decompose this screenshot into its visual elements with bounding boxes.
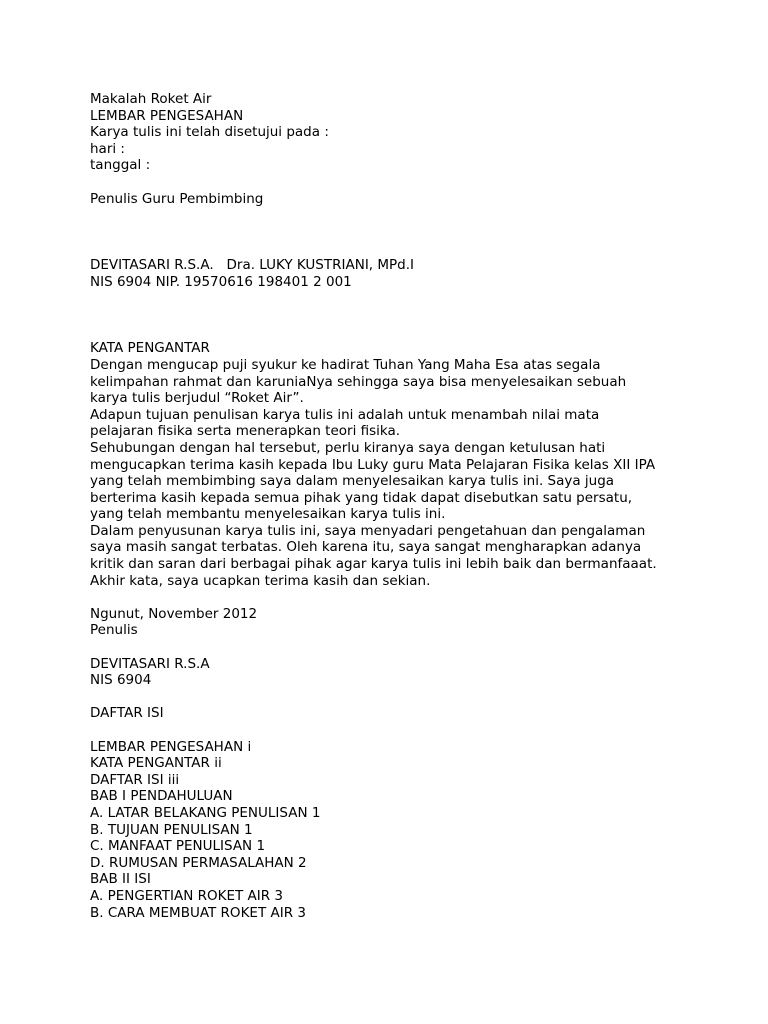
- document-title: Makalah Roket Air: [90, 91, 212, 107]
- toc-item: A. LATAR BELAKANG PENULISAN 1: [90, 804, 321, 821]
- signature-names: DEVITASARI R.S.A. Dra. LUKY KUSTRIANI, MPd.I: [90, 257, 415, 274]
- paragraph-line: Sehubungan dengan hal tersebut, perlu kiranya saya dengan ketulusan hati: [90, 439, 606, 456]
- document-page: [90, 91, 750, 921]
- toc-item: DAFTAR ISI iii: [90, 771, 180, 788]
- paragraph-line: Dalam penyusunan karya tulis ini, saya menyadari pengetahuan dan pengalaman: [90, 522, 646, 539]
- paragraph-line: kelimpahan rahmat dan karuniaNya sehingga saya bisa menyelesaikan sebuah: [90, 373, 627, 390]
- tanggal-field: tanggal :: [90, 157, 151, 174]
- toc-item: KATA PENGANTAR ii: [90, 755, 222, 772]
- section-heading-pengesahan: LEMBAR PENGESAHAN: [90, 107, 244, 124]
- toc-item: B. CARA MEMBUAT ROKET AIR 3: [90, 904, 306, 921]
- toc-item: C. MANFAAT PENULISAN 1: [90, 838, 266, 855]
- closing-name: DEVITASARI R.S.A: [90, 655, 210, 672]
- signature-roles: Penulis Guru Pembimbing: [90, 190, 264, 207]
- closing-nis: NIS 6904: [90, 672, 152, 689]
- hari-field: hari :: [90, 140, 125, 157]
- paragraph-line: Adapun tujuan penulisan karya tulis ini adalah untuk menambah nilai mata: [90, 406, 600, 423]
- toc-item: A. PENGERTIAN ROKET AIR 3: [90, 887, 283, 904]
- paragraph-line: saya masih sangat terbatas. Oleh karena itu, saya sangat mengharapkan adanya: [90, 539, 642, 556]
- paragraph-line: pelajaran fisika serta menerapkan teori fisika.: [90, 423, 401, 440]
- spacer: [90, 174, 750, 191]
- approval-text: Karya tulis ini telah disetujui pada :: [90, 124, 329, 141]
- signature-space: [90, 207, 750, 257]
- spacer: [90, 589, 750, 606]
- paragraph-line: kritik dan saran dari berbagai pihak agar karya tulis ini lebih baik dan bermanfaaat.: [90, 556, 657, 573]
- section-heading-kata-pengantar: KATA PENGANTAR: [90, 340, 210, 357]
- spacer: [90, 290, 750, 340]
- paragraph-line: Akhir kata, saya ucapkan terima kasih dan sekian.: [90, 572, 431, 589]
- toc-item: LEMBAR PENGESAHAN i: [90, 738, 252, 755]
- spacer: [90, 722, 750, 739]
- paragraph-line: berterima kasih kepada semua pihak yang tidak dapat disebutkan satu persatu,: [90, 489, 633, 506]
- paragraph-line: mengucapkan terima kasih kepada Ibu Luky guru Mata Pelajaran Fisika kelas XII IPA: [90, 456, 656, 473]
- closing-place-date: Ngunut, November 2012: [90, 605, 258, 622]
- paragraph-line: yang telah membantu menyelesaikan karya tulis ini.: [90, 506, 446, 523]
- toc-item: BAB I PENDAHULUAN: [90, 788, 233, 805]
- paragraph-line: Dengan mengucap puji syukur ke hadirat Tuhan Yang Maha Esa atas segala: [90, 356, 601, 373]
- closing-role: Penulis: [90, 622, 138, 639]
- signature-ids: NIS 6904 NIP. 19570616 198401 2 001: [90, 273, 352, 290]
- toc-item: BAB II ISI: [90, 871, 151, 888]
- toc-item: B. TUJUAN PENULISAN 1: [90, 821, 253, 838]
- section-heading-daftar-isi: DAFTAR ISI: [90, 705, 164, 722]
- paragraph-line: karya tulis berjudul “Roket Air”.: [90, 390, 304, 407]
- spacer: [90, 639, 750, 656]
- spacer: [90, 689, 750, 706]
- toc-item: D. RUMUSAN PERMASALAHAN 2: [90, 854, 307, 871]
- paragraph-line: yang telah membimbing saya dalam menyelesaikan karya tulis ini. Saya juga: [90, 473, 615, 490]
